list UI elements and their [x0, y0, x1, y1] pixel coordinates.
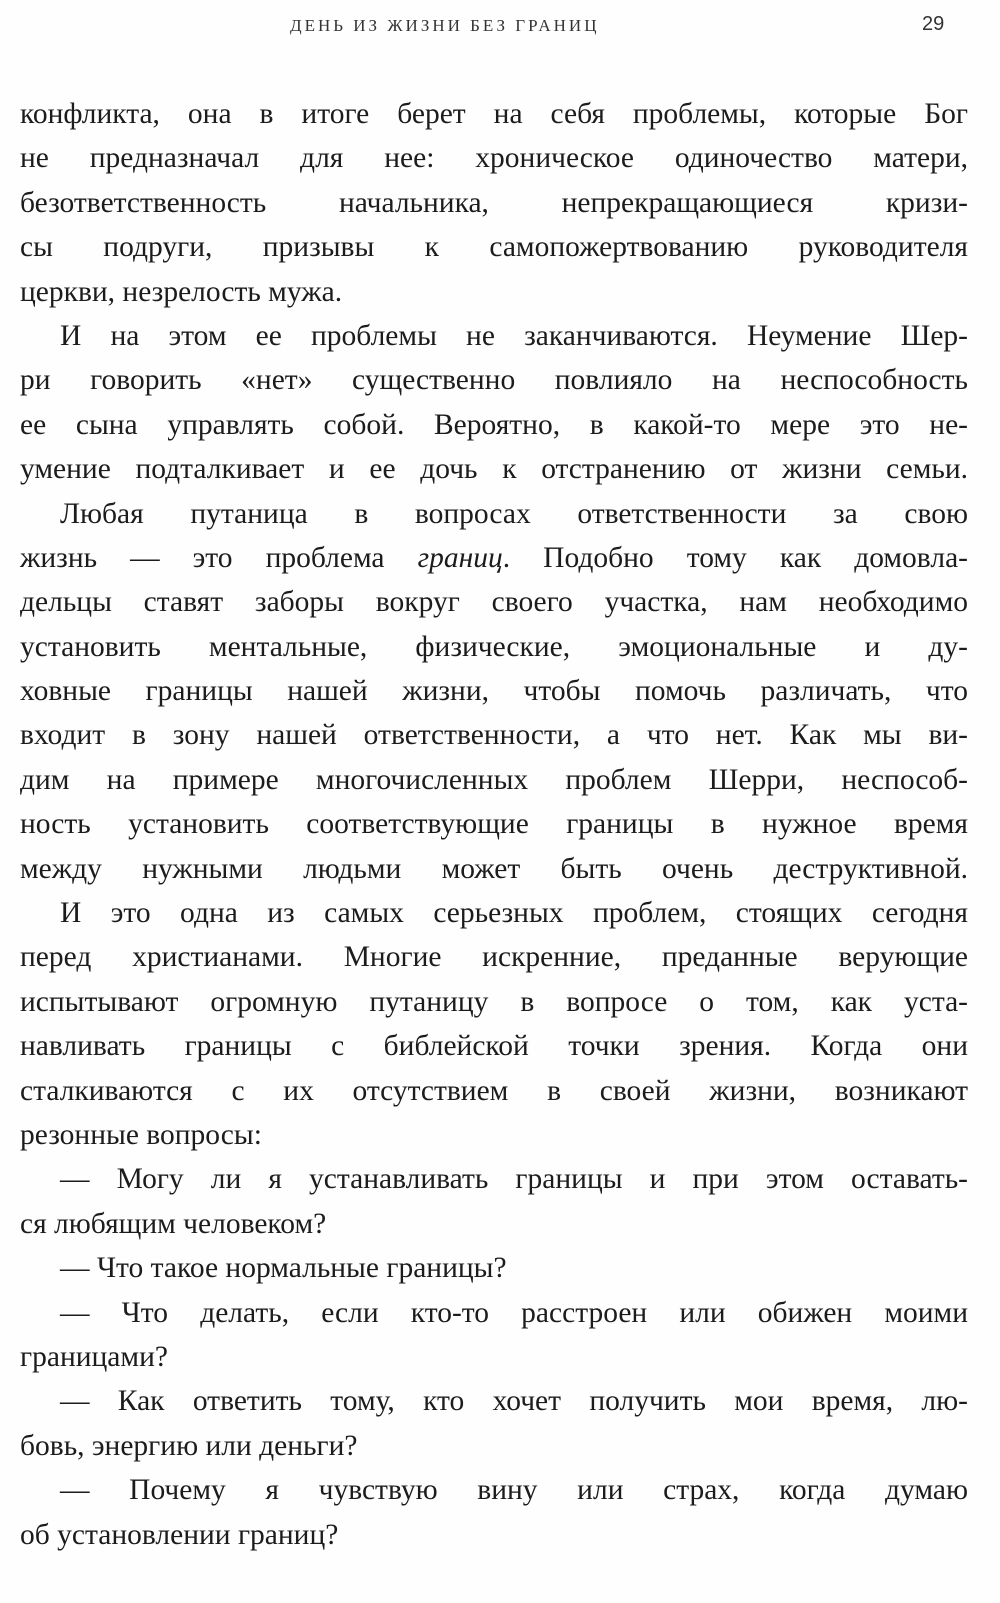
- text-line: бовь, энергию или деньги?: [20, 1429, 358, 1462]
- text-line: входит в зону нашей ответственности, а что нет. Как мы ви-: [20, 719, 968, 752]
- text-line: навливать границы с библейской точки зрения. Когда они: [20, 1030, 968, 1063]
- body-text: [20, 92, 968, 1557]
- text-line: конфликта, она в итоге берет на себя проблемы, которые Бог: [20, 98, 968, 130]
- text-line: — Что такое нормальные границы?: [60, 1252, 507, 1285]
- text-line: И на этом ее проблемы не заканчиваются. Неумение Шер-: [60, 319, 968, 352]
- text-line: об установлении границ?: [20, 1518, 339, 1551]
- text-line: — Что делать, если кто-то расстроен или обижен моими: [60, 1296, 968, 1329]
- text-line: между нужными людьми может быть очень деструктивной.: [20, 852, 968, 885]
- text-line: ся любящим человеком?: [20, 1207, 327, 1240]
- text-line: умение подталкивает и ее дочь к отстранению от жизни семьи.: [20, 453, 968, 486]
- page-number: 29: [922, 13, 945, 35]
- text-line: ее сына управлять собой. Вероятно, в какой-то мере это не-: [20, 408, 968, 441]
- running-title: ДЕНЬ ИЗ ЖИЗНИ БЕЗ ГРАНИЦ: [290, 16, 600, 35]
- text-line: границами?: [20, 1340, 168, 1373]
- text-line: сталкиваются с их отсутствием в своей жизни, возникают: [20, 1074, 968, 1107]
- text-line: сы подруги, призывы к самопожертвованию руководителя: [20, 231, 968, 264]
- text-line: безответственность начальника, непрекращающиеся кризи-: [20, 186, 968, 219]
- text-line: установить ментальные, физические, эмоциональные и ду-: [20, 630, 968, 663]
- italic-term: границ: [417, 541, 503, 574]
- text-line: перед христианами. Многие искренние, преданные верующие: [20, 941, 968, 974]
- text-run: Любая путаница в вопросах ответственности за свою: [60, 497, 968, 530]
- running-header: [0, 10, 1000, 44]
- text-line: И это одна из самых серьезных проблем, стоящих сегодня: [60, 897, 968, 930]
- text-line: ность установить соответствующие границы в нужное время: [20, 808, 968, 841]
- text-line: испытывают огромную путаницу в вопросе о том, как уста-: [20, 985, 968, 1018]
- text-line: церкви, незрелость мужа.: [20, 275, 343, 308]
- text-line: дим на примере многочисленных проблем Шерри, неспособ-: [20, 763, 968, 796]
- text-line: — Как ответить тому, кто хочет получить мои время, лю-: [60, 1385, 968, 1418]
- text-line: резонные вопросы:: [20, 1118, 262, 1151]
- text-line: [20, 492, 968, 536]
- text-run: . Подобно тому как домовла-: [502, 541, 968, 574]
- text-line: — Почему я чувствую вину или страх, когда думаю: [60, 1474, 968, 1507]
- text-line: дельцы ставят заборы вокруг своего участка, нам необходимо: [20, 586, 968, 619]
- text-line: ри говорить «нет» существенно повлияло на неспособность: [20, 364, 968, 397]
- text-line: не предназначал для нее: хроническое одиночество матери,: [20, 142, 968, 175]
- text-line: [20, 536, 968, 580]
- text-line: — Могу ли я устанавливать границы и при этом оставать-: [60, 1163, 968, 1196]
- text-line: ховные границы нашей жизни, чтобы помочь различать, что: [20, 675, 968, 708]
- text-run: жизнь — это проблема: [20, 541, 418, 574]
